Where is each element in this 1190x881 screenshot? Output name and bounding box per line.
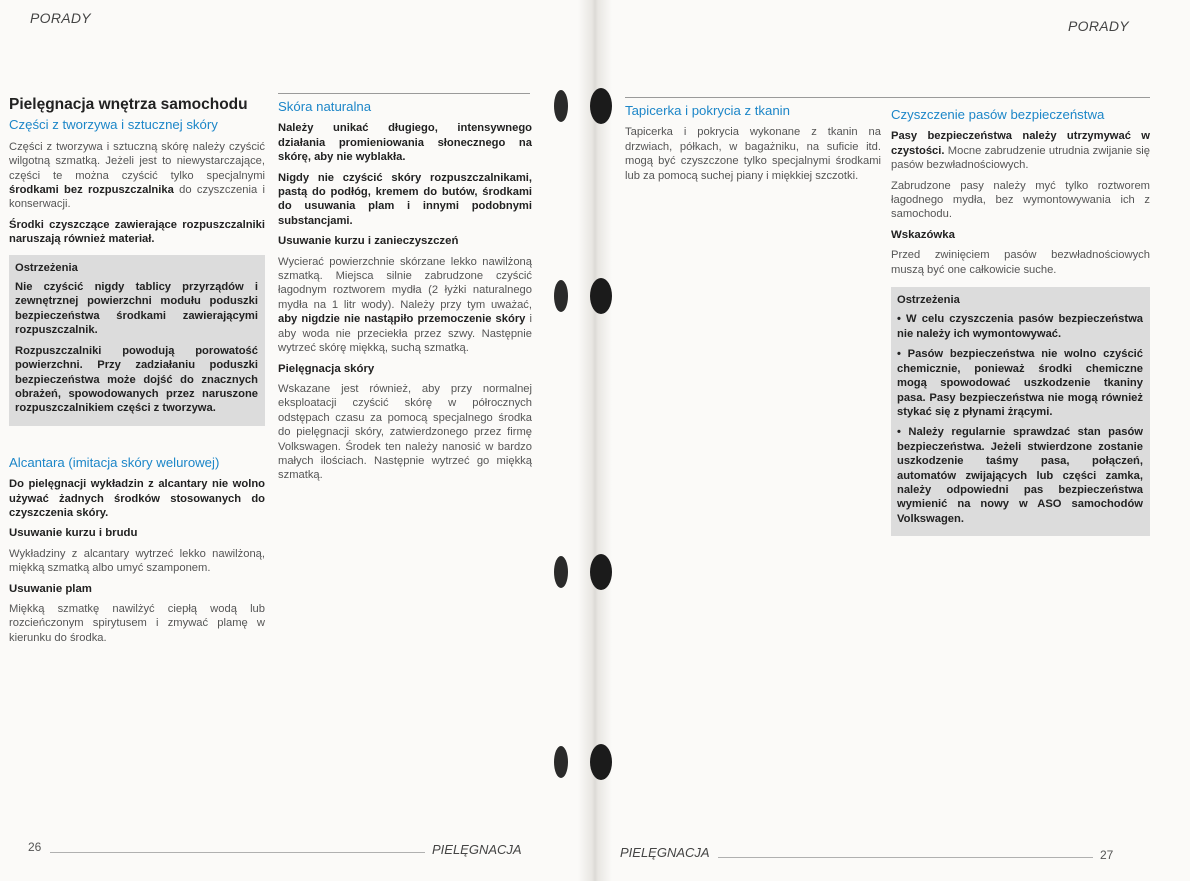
heading-alcantara: Alcantara (imitacja skóry welurowej)	[9, 454, 220, 470]
warning-box-belts	[891, 287, 1150, 536]
binder-hole	[590, 554, 612, 590]
leather-care-title: Pielęgnacja skóry	[278, 362, 375, 375]
footer-rule-left	[50, 852, 425, 853]
leather-p2: Nigdy nie czyścić skóry rozpuszczalnikami, pastą do podłóg, kremem do butów, środkami do usuwania plam i innymi podobnymi substancjami.	[278, 171, 532, 227]
heading-fabrics: Tapicerka i pokrycia z tkanin	[625, 103, 790, 118]
top-rule-right	[625, 97, 1150, 98]
hint-text: Przed zwinięciem pasów bezwładnościowych muszą być one całkowicie suche.	[891, 249, 1150, 276]
binder-hole	[554, 556, 568, 588]
leather-care-text: Wskazane jest również, aby przy normalnej eksploatacji czyścić skórę w półrocznych odstępach czasu za pomocą specjalnego środka do pielęgnacji skóry, zatwierdzonego przez firmę Volkswagen. Środek ten należy nanosić w bardzo małych ilościach. Następnie wytrzeć go miękką szmatką.	[278, 382, 532, 482]
alcantara-intro: Do pielęgnacji wykładzin z alcantary nie wolno używać żadnych środków stosowanych do czyszczenia skóry.	[9, 478, 265, 519]
warning-paragraph-2: Rozpuszczalniki powodują porowatość powierzchni. Przy zadziałaniu poduszki bezpieczeństwa może dojść do znacznych obrażeń, spowodowanych przez naruszone rozpuszczalnikiem części z tworzywa.	[15, 344, 258, 415]
heading-leather: Skóra naturalna	[278, 99, 372, 114]
leather-dust-text-bold: aby nigdzie nie nastąpiło przemoczenie skóry	[278, 313, 526, 326]
fabrics-text: Tapicerka i pokrycia wykonane z tkanin na drzwiach, półkach, w bagażniku, na suficie itd. mogą być czyszczone tylko specjalnymi środkami lub za pomocą suchej piany i miękkiej szczotki.	[625, 126, 881, 182]
header-right: PORADY	[1068, 18, 1129, 34]
plastics-text-end: do czyszczenia i konserwacji.	[9, 184, 265, 211]
column-2	[278, 100, 532, 489]
plastics-text-bold: środkami bez rozpuszczalnika	[9, 184, 174, 197]
binder-hole	[590, 744, 612, 780]
plastics-text-plain: Części z tworzywa i sztuczną skórę należy czyścić wilgotną szmatką. Jeżeli jest to niewystarczające, części te można czyścić tylko specjalnymi	[9, 140, 265, 182]
column-4	[891, 108, 1150, 546]
page-number-left: 26	[28, 840, 42, 854]
page-title: Pielęgnacja wnętrza samochodu	[9, 96, 248, 113]
binder-hole	[554, 90, 568, 122]
belts-intro-text: Mocne zabrudzenie utrudnia zwijanie się pasów bezwładnościowych.	[891, 144, 1150, 172]
alcantara-stains-text: Miękką szmatkę nawilżyć ciepłą wodą lub rozcieńczonym spirytusem i zmywać plamę w kierunku do środka.	[9, 602, 265, 644]
footer-rule-right	[718, 857, 1093, 858]
plastics-note: Środki czyszczące zawierające rozpuszczalniki naruszają również materiał.	[9, 218, 265, 246]
belts-intro	[891, 129, 1150, 172]
header-left: PORADY	[30, 10, 91, 26]
footer-section-left: PIELĘGNACJA	[432, 842, 522, 857]
binder-hole	[554, 746, 568, 778]
leather-p1: Należy unikać długiego, intensywnego działania promieniowania słonecznego na skórę, aby nie wyblakła.	[278, 122, 532, 164]
binder-hole	[554, 280, 568, 312]
leather-dust-title: Usuwanie kurzu i zanieczyszczeń	[278, 235, 459, 248]
belts-warning-bullet-1: • W celu czyszczenia pasów bezpieczeństwa nie należy ich wymontowywać.	[897, 313, 1143, 340]
belts-warning-bullet-3: • Należy regularnie sprawdzać stan pasów bezpieczeństwa. Jeżeli stwierdzone zostanie uszkodzenie taśmy pasa, połączeń, automatów zwijających lub części zamka, należy odpowiedni pas bezpieczeństwa wymienić na nowy w ASO samochodów Volkswagen.	[897, 426, 1143, 525]
binder-hole	[590, 278, 612, 314]
column-3	[625, 104, 881, 189]
belts-warning-title: Ostrzeżenia	[897, 294, 960, 307]
footer-section-right: PIELĘGNACJA	[620, 845, 710, 860]
leather-dust-text	[278, 255, 532, 356]
belts-p2: Zabrudzone pasy należy myć tylko roztworem łagodnego mydła, bez wymontowywania ich z samochodu.	[891, 179, 1150, 221]
leather-dust-text-b: i aby woda nie przeciekła przez szwy. Następnie wytrzeć skórę miękką, suchą szmatką.	[278, 313, 533, 355]
top-rule-left	[278, 93, 530, 94]
warning-title: Ostrzeżenia	[15, 261, 78, 274]
alcantara-dust-title: Usuwanie kurzu i brudu	[9, 527, 138, 540]
binder-hole	[590, 88, 612, 124]
alcantara-dust-text: Wykładziny z alcantary wytrzeć lekko nawilżoną, miękką szmatką albo umyć szamponem.	[9, 547, 265, 575]
leather-dust-text-a: Wycierać powierzchnie skórzane lekko nawilżoną szmatką. Miejsca silnie zabrudzone czyścić łagodnym roztworem mydła (2 łyżki naturalnego mydła na 1 litr wody). Należy przy tym uważać,	[278, 255, 532, 311]
belts-intro-bold: Pasy bezpieczeństwa należy utrzymywać w czystości.	[891, 130, 1150, 157]
plastics-text	[9, 140, 265, 212]
heading-belts: Czyszczenie pasów bezpieczeństwa	[891, 107, 1105, 122]
heading-plastics: Części z tworzywa i sztucznej skóry	[9, 117, 218, 133]
page-number-right: 27	[1100, 848, 1114, 862]
column-1	[9, 98, 265, 651]
belts-warning-bullet-2: • Pasów bezpieczeństwa nie wolno czyścić chemicznie, ponieważ środki chemiczne mogą spowodować uszkodzenie tkaniny pasa. Pasy bezpieczeństwa nie mogą również stykać się z płynami żrącymi.	[897, 348, 1143, 418]
alcantara-stains-title: Usuwanie plam	[9, 582, 92, 595]
hint-title: Wskazówka	[891, 228, 955, 241]
warning-paragraph-1: Nie czyścić nigdy tablicy przyrządów i zewnętrznej powierzchni modułu poduszki bezpieczeństwa środkami zawierającymi rozpuszczalnik.	[15, 281, 258, 337]
warning-box-plastics	[9, 255, 265, 426]
